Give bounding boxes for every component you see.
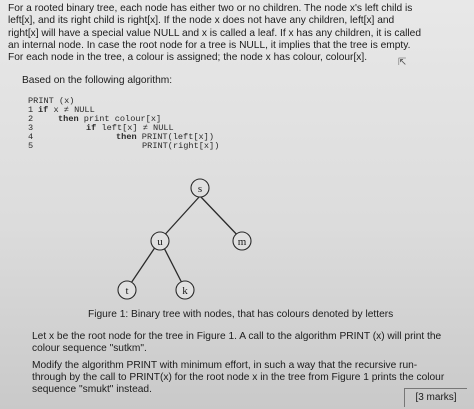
line-number: 4 (28, 132, 34, 142)
code-text: x ≠ NULL (48, 105, 95, 115)
line-number: 1 (28, 105, 34, 115)
code-text: left[x] ≠ NULL (96, 123, 174, 133)
intro-line-2: left[x], and its right child is right[x]. If the node x does not have any children, left[x] and (8, 15, 395, 26)
figure-caption: Figure 1: Binary tree with nodes, that has colours denoted by letters (88, 309, 394, 320)
code-keyword: if (86, 123, 97, 133)
node-label-u: u (157, 236, 163, 248)
mouse-cursor-icon: ⇱ (398, 57, 407, 68)
intro-line-3: right[x] will have a special value NULL and x is called a leaf. If x has any children, it is called (8, 28, 421, 39)
intro-line-1: For a rooted binary tree, each node has either two or no children. The node x's left child is (8, 3, 413, 14)
algorithm-intro: Based on the following algorithm: (22, 75, 173, 86)
code-keyword: then (116, 132, 137, 142)
code-keyword: if (38, 105, 49, 115)
line-number: 5 (28, 141, 34, 151)
node-label-k: k (182, 285, 188, 297)
node-label-t: t (125, 285, 129, 297)
code-text: PRINT(right[x]) (142, 141, 220, 151)
code-text: print colour[x] (78, 114, 162, 124)
code-header: PRINT (x) (28, 96, 75, 106)
node-label-s: s (197, 183, 203, 195)
para3-line-1: Modify the algorithm PRINT with minimum effort, in such a way that the recursive run- (32, 360, 418, 371)
code-text: PRINT(left[x]) (136, 132, 214, 142)
edge-s-m (200, 196, 242, 240)
intro-line-4: an internal node. In case the root node for a tree is NULL, it implies that the tree is empty. (8, 40, 411, 51)
para2-line-2: colour sequence "sutkm". (32, 343, 147, 354)
para2-line-1: Let x be the root node for the tree in Figure 1. A call to the algorithm PRINT (x) will print the (32, 331, 442, 342)
para3-line-2: through by the call to PRINT(x) for the root node x in the tree from Figure 1 prints the colour (32, 372, 445, 383)
line-number: 2 (28, 114, 34, 124)
node-label-m: m (237, 236, 247, 248)
line-number: 3 (28, 123, 34, 133)
marks-badge: [3 marks] (404, 388, 467, 407)
edge-s-u (160, 196, 200, 240)
intro-line-5: For each node in the tree, a colour is assigned; the node x has colour, colour[x]. (8, 52, 368, 63)
code-keyword: then (58, 114, 79, 124)
para3-line-3: sequence "smukt" instead. (32, 384, 152, 395)
